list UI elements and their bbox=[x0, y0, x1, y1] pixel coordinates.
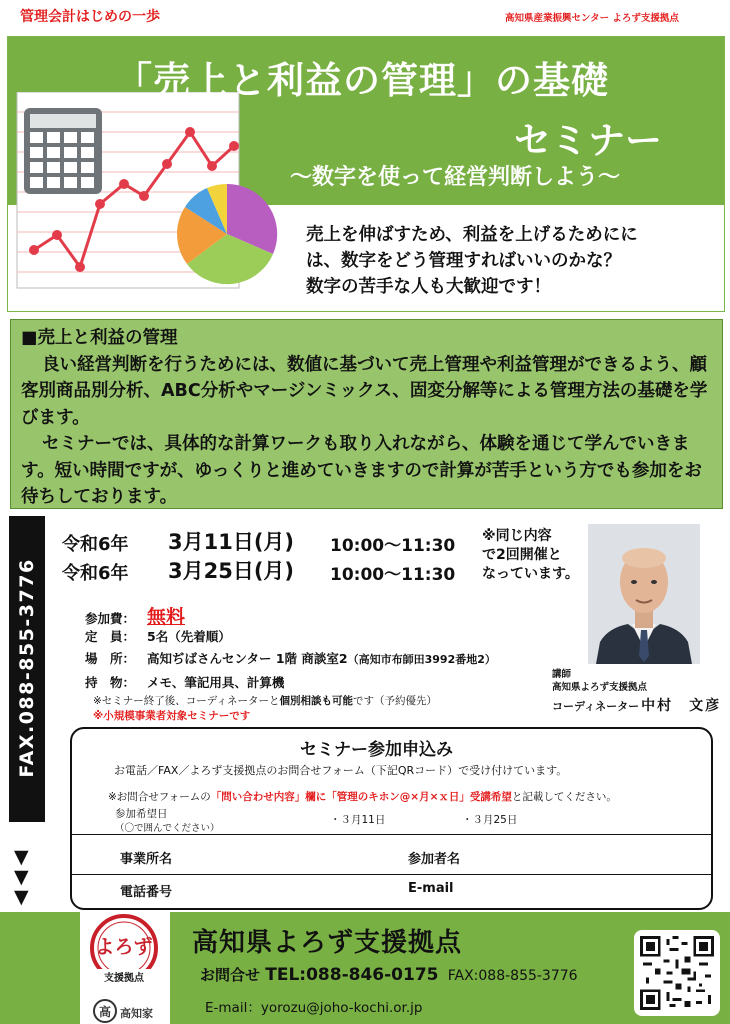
down-arrow-icon: ▼ bbox=[14, 846, 29, 868]
form-title: セミナー参加申込み bbox=[300, 740, 453, 760]
lead-line-2: は、数字をどう管理すればいいのかな？ bbox=[306, 251, 621, 271]
footer-contact bbox=[200, 964, 578, 985]
participant-name-field[interactable] bbox=[470, 838, 700, 872]
fee-value: 無料 bbox=[147, 606, 186, 628]
logo-panel bbox=[80, 912, 170, 1024]
lead-line-1: 売上を伸ばすため、利益を上げるためにに bbox=[306, 225, 638, 245]
instructor-role: 講師 bbox=[552, 669, 572, 680]
instructor-org: 高知県よろず支援拠点 bbox=[552, 682, 648, 693]
instructor-info bbox=[552, 668, 647, 694]
note-line: で2回開催と bbox=[482, 547, 562, 563]
main-title-line2: セミナー bbox=[514, 119, 662, 162]
capacity-value: 5名（先着順） bbox=[147, 629, 231, 644]
consult-note-bold: 個別相談も可能 bbox=[279, 695, 353, 707]
calculator-icon bbox=[24, 108, 102, 194]
subtitle: ～数字を使って経営判断しよう～ bbox=[290, 165, 621, 190]
session-1-era: 令和6年 bbox=[62, 534, 129, 555]
lead-line-3: 数字の苦手な人も大歓迎です！ bbox=[306, 277, 551, 297]
items-row bbox=[85, 673, 284, 691]
note-line: なっています。 bbox=[482, 566, 579, 582]
footer-email: E-mail：yorozu@joho-kochi.or.jp bbox=[205, 1000, 423, 1016]
session-2-time: 10:00～11:30 bbox=[330, 565, 456, 585]
date-label: 参加希望日 bbox=[115, 808, 168, 820]
date-option-march-25[interactable]: ・３月25日 bbox=[462, 814, 518, 826]
series-label: 管理会計はじめの一歩 bbox=[20, 9, 160, 25]
items-value: メモ、筆記用具、計算機 bbox=[147, 675, 285, 690]
inquiry-note-highlight: 「問い合わせ内容」欄に「管理のキホン@×月×ｘ日」受講希望 bbox=[210, 791, 512, 803]
organizer-label: 高知県産業振興センター よろず支援拠点 bbox=[505, 13, 679, 24]
footer-tel: TEL:088-846-0175 bbox=[265, 965, 439, 985]
office-name-label: 事業所名 bbox=[120, 852, 173, 867]
instructor-name: 中村 文彦 bbox=[641, 698, 722, 714]
capacity-label: 定 員： bbox=[85, 629, 136, 644]
kochi-ke-text: 高知家 bbox=[120, 1007, 153, 1020]
repeat-note bbox=[482, 527, 579, 584]
main-title: 「売上と利益の管理」の基礎 bbox=[115, 59, 609, 102]
venue-address: （高知市布師田3992番地2） bbox=[347, 653, 496, 666]
phone-label: 電話番号 bbox=[120, 885, 173, 900]
description-paragraph-2: セミナーでは、具体的な計算ワークも取り入れながら、体験を通じて学んでいきます。短い時間ですが、ゆっくりと進めていきますので計算が苦手という方でも参加をお待ちしております。 bbox=[21, 434, 702, 507]
fee-row bbox=[85, 602, 185, 629]
venue-label: 場 所： bbox=[85, 651, 136, 666]
footer-org-name: 高知県よろず支援拠点 bbox=[192, 928, 463, 958]
form-divider bbox=[72, 834, 711, 835]
instructor-photo bbox=[588, 524, 700, 664]
venue-value: 高知ぢばさんセンター 1階 商談室2 bbox=[147, 651, 348, 666]
description-box bbox=[10, 319, 723, 509]
logo-text: よろず bbox=[95, 936, 153, 958]
email-label: E-mail bbox=[408, 881, 454, 896]
description-heading: ■売上と利益の管理 bbox=[21, 328, 178, 348]
consult-note-text: です（予約優先） bbox=[352, 695, 437, 707]
chart-calculator-illustration bbox=[12, 92, 282, 292]
items-label: 持 物： bbox=[85, 675, 136, 690]
fax-number-vertical: FAX.088-855-3776 bbox=[16, 558, 38, 778]
inquiry-note bbox=[108, 789, 617, 804]
form-divider bbox=[72, 874, 711, 875]
down-arrow-icon: ▼ bbox=[14, 886, 29, 908]
session-1-time: 10:00～11:30 bbox=[330, 536, 456, 556]
capacity-row bbox=[85, 627, 231, 645]
consult-note-text: ※セミナー終了後、コーディネーターと bbox=[93, 695, 280, 707]
footer-fax: FAX:088-855-3776 bbox=[447, 968, 578, 984]
inquiry-note-text: ※お問合せフォームの bbox=[108, 791, 211, 803]
phone-field[interactable] bbox=[180, 876, 390, 906]
description-paragraph-1: 良い経営判断を行うためには、数値に基づいて売上管理や利益管理ができるよう、顧客別商品別分析、ABC分析やマージンミックス、固変分解等による管理方法の基礎を学びます。 bbox=[21, 354, 708, 428]
consultation-note bbox=[93, 693, 437, 708]
session-2-era: 令和6年 bbox=[62, 563, 129, 584]
office-name-field[interactable] bbox=[180, 838, 390, 872]
qr-code-icon bbox=[640, 936, 714, 1010]
qr-code[interactable] bbox=[634, 930, 720, 1016]
contact-prefix: お問合せ bbox=[200, 966, 261, 984]
kochi-mark-icon: 高 bbox=[98, 1005, 111, 1019]
pie-chart-icon bbox=[177, 184, 277, 284]
logo-subtext: 支援拠点 bbox=[90, 969, 158, 984]
fee-label: 参加費： bbox=[85, 611, 136, 626]
down-arrow-icon: ▼ bbox=[14, 866, 29, 888]
date-option-march-11[interactable]: ・３月11日 bbox=[330, 814, 386, 826]
form-intro: お電話／FAX／よろず支援拠点のお問合せフォーム（下記QRコード）で受け付けています。 bbox=[114, 764, 568, 777]
date-hint: （〇で囲んでください） bbox=[115, 823, 220, 834]
session-2-date: 3月25日(月) bbox=[168, 559, 295, 583]
note-line: ※同じ内容 bbox=[482, 528, 552, 544]
email-field[interactable] bbox=[470, 876, 700, 906]
session-1-date: 3月11日(月) bbox=[168, 530, 295, 554]
target-note: ※小規模事業者対象セミナーです bbox=[93, 710, 251, 722]
venue-row bbox=[85, 649, 496, 667]
participant-name-label: 参加者名 bbox=[408, 852, 461, 867]
lead-text bbox=[306, 222, 638, 300]
instructor-title: コーディネーター bbox=[552, 700, 640, 713]
inquiry-note-text: と記載してください。 bbox=[511, 791, 617, 803]
instructor-name-row bbox=[552, 695, 721, 715]
